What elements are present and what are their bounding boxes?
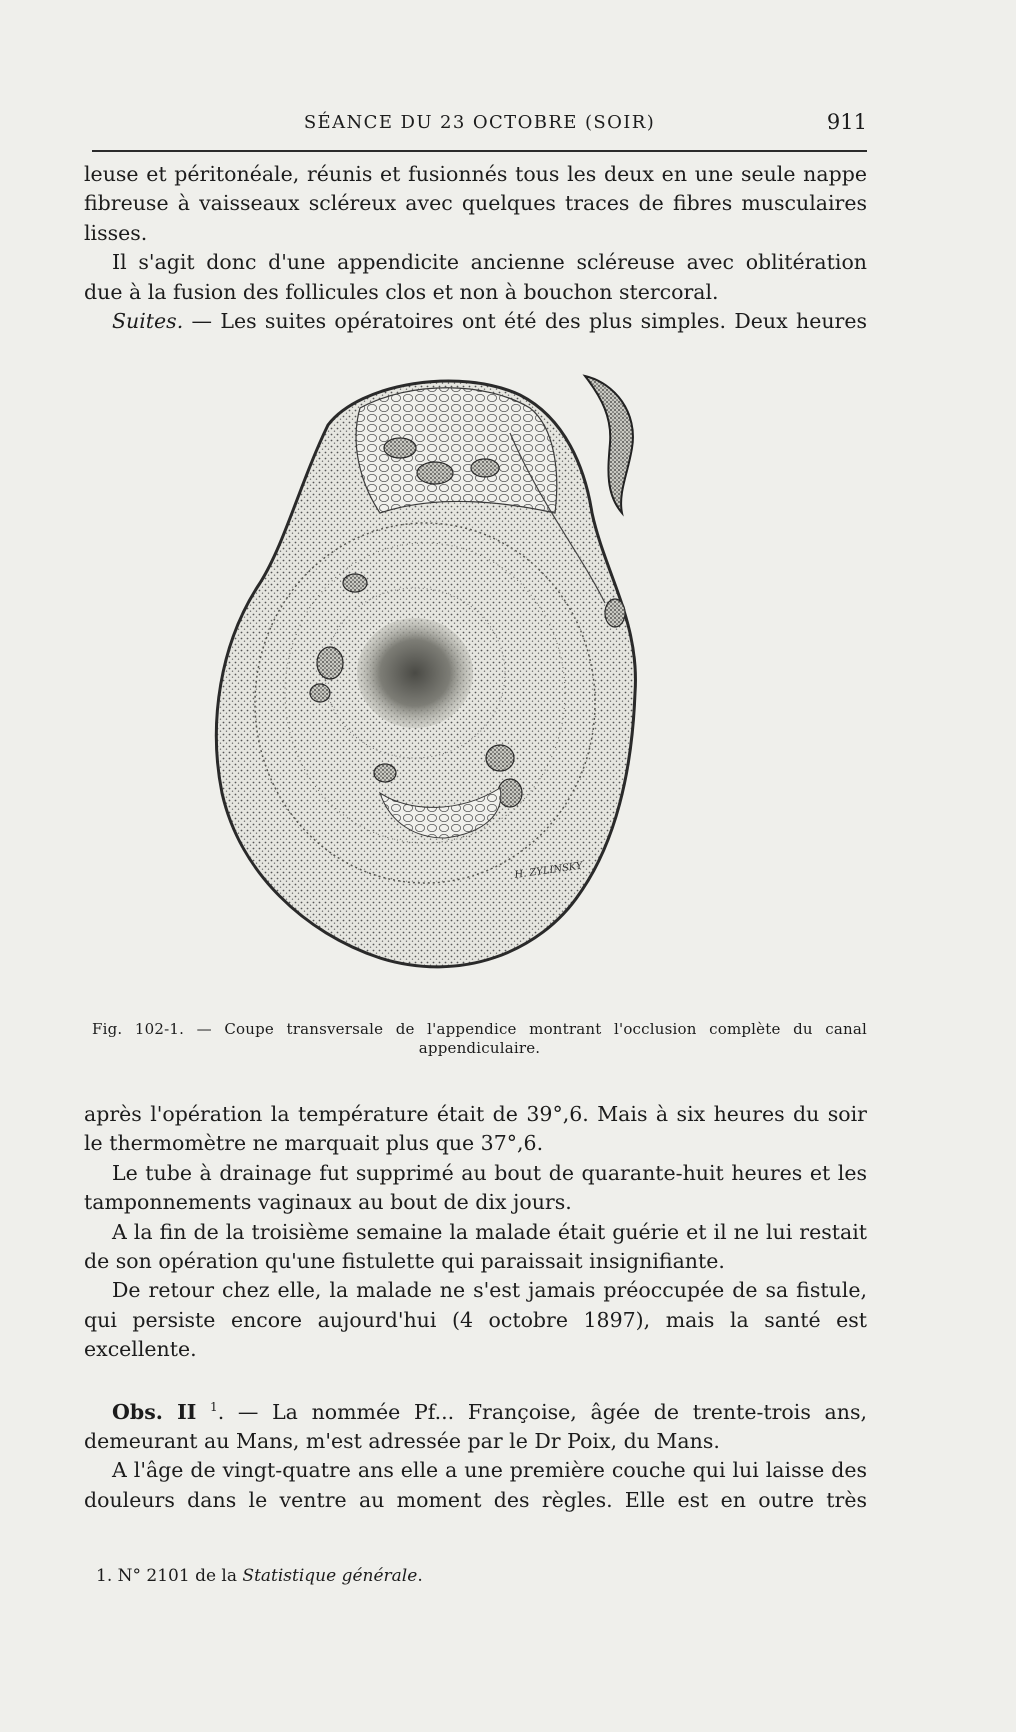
top-text <box>84 160 867 336</box>
bottom-text <box>84 1100 867 1515</box>
footnote <box>96 1566 866 1586</box>
suites-label: Suites. <box>112 309 184 334</box>
paragraph: après l'opération la température était de 39°,6. Mais à six heures du soir le thermomètre ne marquait plus que 37°,6. <box>84 1102 867 1156</box>
footnote-end: . <box>417 1566 423 1586</box>
caption-line-1: Fig. 102-1. — Coupe transversale de l'appendice montrant l'occlusion complète du canal <box>92 1020 867 1038</box>
footnote-mark: 1 <box>210 1399 218 1414</box>
paragraph: Le tube à drainage fut supprimé au bout de quarante-huit heures et les tamponnements vaginaux au bout de dix jours. <box>84 1160 867 1215</box>
paragraph: A l'âge de vingt-quatre ans elle a une première couche qui lui laisse des douleurs dans le ventre au moment des règles. Elle est en outre très <box>84 1458 867 1512</box>
paragraph-suites <box>84 307 867 336</box>
footnote-number: 1. <box>96 1566 113 1586</box>
occluded-lumen <box>357 618 473 728</box>
caption-line-2: appendiculaire. <box>418 1039 541 1057</box>
obs-title: Obs. II <box>112 1399 197 1424</box>
appendix-illustration <box>210 373 710 1003</box>
footnote-italic: Statistique générale <box>242 1566 418 1586</box>
paragraph: De retour chez elle, la malade ne s'est jamais préoccupée de sa fistule, qui persiste encore aujourd'hui (4 octobre 1897), mais la santé est excellente. <box>84 1278 867 1362</box>
artist-signature: H. ZYLINSKY <box>513 860 584 881</box>
paragraph: Il s'agit donc d'une appendicite ancienne scléreuse avec oblitération due à la fusion des follicules clos et non à bouchon stercoral. <box>84 250 867 304</box>
paragraph: A la fin de la troisième semaine la malade était guérie et il ne lui restait de son opération qu'une fistulette qui paraissait insignifiante. <box>84 1219 867 1274</box>
page-number: 911 <box>826 110 867 134</box>
footnote-text: N° 2101 de la <box>112 1566 243 1586</box>
figure-caption <box>92 1020 867 1058</box>
suites-text: — Les suites opératoires ont été des plus simples. Deux heures <box>183 309 867 334</box>
appendix-cross-section-figure <box>210 373 710 1003</box>
mesentery-strip <box>585 376 633 513</box>
header-rule <box>92 150 867 152</box>
paragraph: leuse et péritonéale, réunis et fusionnés tous les deux en une seule nappe fibreuse à vaisseaux scléreux avec quelques traces de fibres musculaires lisses. <box>84 162 867 245</box>
running-header <box>92 108 867 142</box>
obs-text: . — La nommée Pf... Françoise, âgée de trente-trois ans, demeurant au Mans, m'est adressée par le Dr Poix, du Mans. <box>84 1399 867 1453</box>
header-title: SÉANCE DU 23 OCTOBRE (SOIR) <box>303 112 656 133</box>
obs-paragraph <box>84 1393 867 1457</box>
